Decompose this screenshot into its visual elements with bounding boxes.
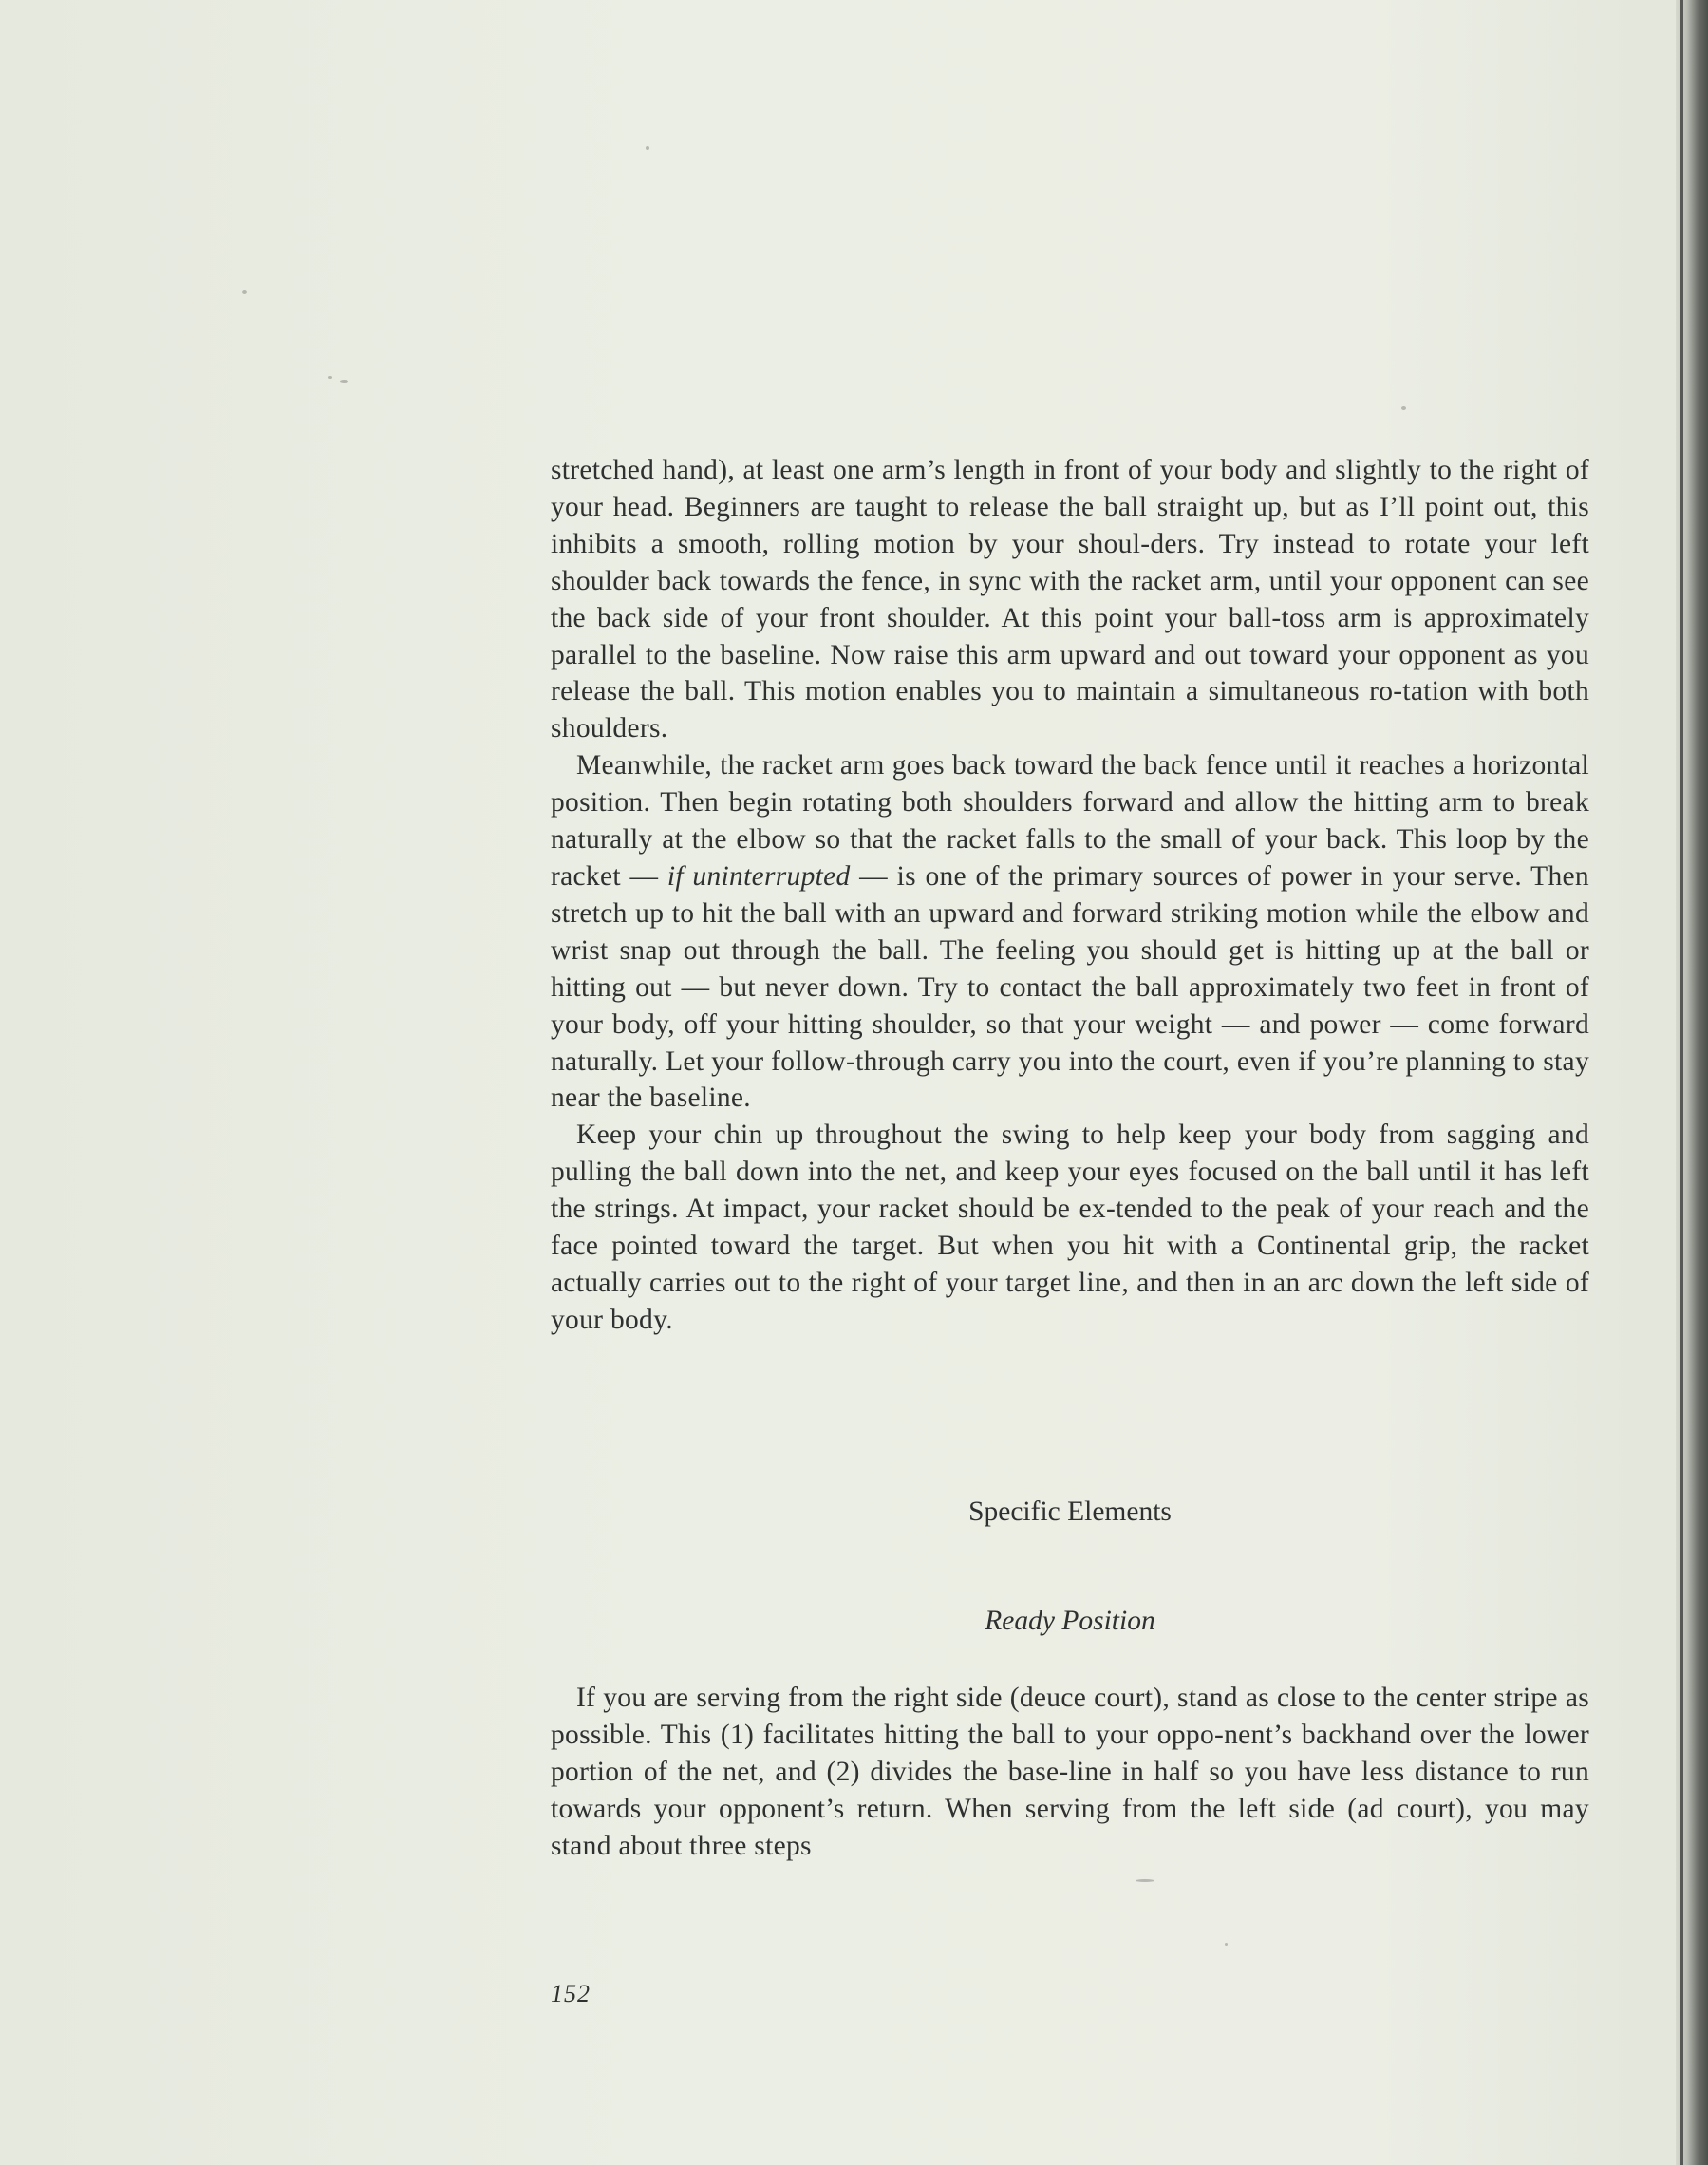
paragraph-2 [551, 747, 1589, 1117]
body-text [551, 452, 1589, 1339]
paragraph-2-end: — is one of the primary sources of power in your serve. Then stretch up to hit the ball with an upward and forward striking motion while the elbow and wrist snap out through the ball. The feeling you should get is hitting up at the ball or hitting out — but never down. Try to contact the ball approximately two feet in front of your body, off your hitting shoulder, so that your weight — and power — come forward naturally. Let your follow-through carry you into the court, even if you’re planning to stay near the baseline. [551, 860, 1589, 1114]
paragraph-2-start: Meanwhile, the racket arm goes back toward the back fence until it reaches a horizontal position. Then begin rotating both shoulders forward and allow the hitting arm to break naturally at the elbow so that the racket falls to the small of your back. This loop by the racket — [551, 750, 1589, 892]
paragraph-2-emphasis: if uninterrupted [666, 860, 851, 892]
scan-speck [1225, 1943, 1228, 1946]
scan-speck [646, 146, 649, 150]
binding-edge [1680, 0, 1683, 2165]
scan-speck [340, 380, 348, 383]
scan-speck [1136, 1879, 1154, 1882]
scan-speck [1401, 406, 1406, 410]
page-number: 152 [551, 1980, 591, 2007]
section-body-text [551, 1680, 1589, 1865]
scan-speck [242, 290, 247, 294]
subsection-heading: Ready Position [985, 1606, 1155, 1636]
paragraph-1: stretched hand), at least one arm’s length in front of your body and slightly to the right of your head. Beginners are taught to release the ball straight up, but as I’ll point out, this inhibits a smooth, rolling motion by your shoul-ders. Try instead to rotate your left shoulder back towards the fence, in sync with the racket arm, until your opponent can see the back side of your front shoulder. At this point your ball-toss arm is approximately parallel to the baseline. Now raise this arm upward and out toward your opponent as you release the ball. This motion enables you to maintain a simultaneous ro-tation with both shoulders. [551, 455, 1589, 744]
paragraph-4: If you are serving from the right side (deuce court), stand as close to the center stripe as possible. This (1) facilitates hitting the ball to your oppo-nent’s backhand over the lower portion of the net, and (2) divides the base-line in half so you have less distance to run towards your opponent’s return. When serving from the left side (ad court), you may stand about three steps [551, 1683, 1589, 1861]
scan-speck [328, 376, 332, 379]
paragraph-3: Keep your chin up throughout the swing to help keep your body from sagging and pulling the ball down into the net, and keep your eyes focused on the ball until it has left the strings. At impact, your racket should be ex-tended to the peak of your reach and the face pointed toward the target. But when you hit with a Continental grip, the racket actually carries out to the right of your target line, and then in an arc down the left side of your body. [551, 1120, 1589, 1335]
section-heading: Specific Elements [968, 1497, 1172, 1527]
